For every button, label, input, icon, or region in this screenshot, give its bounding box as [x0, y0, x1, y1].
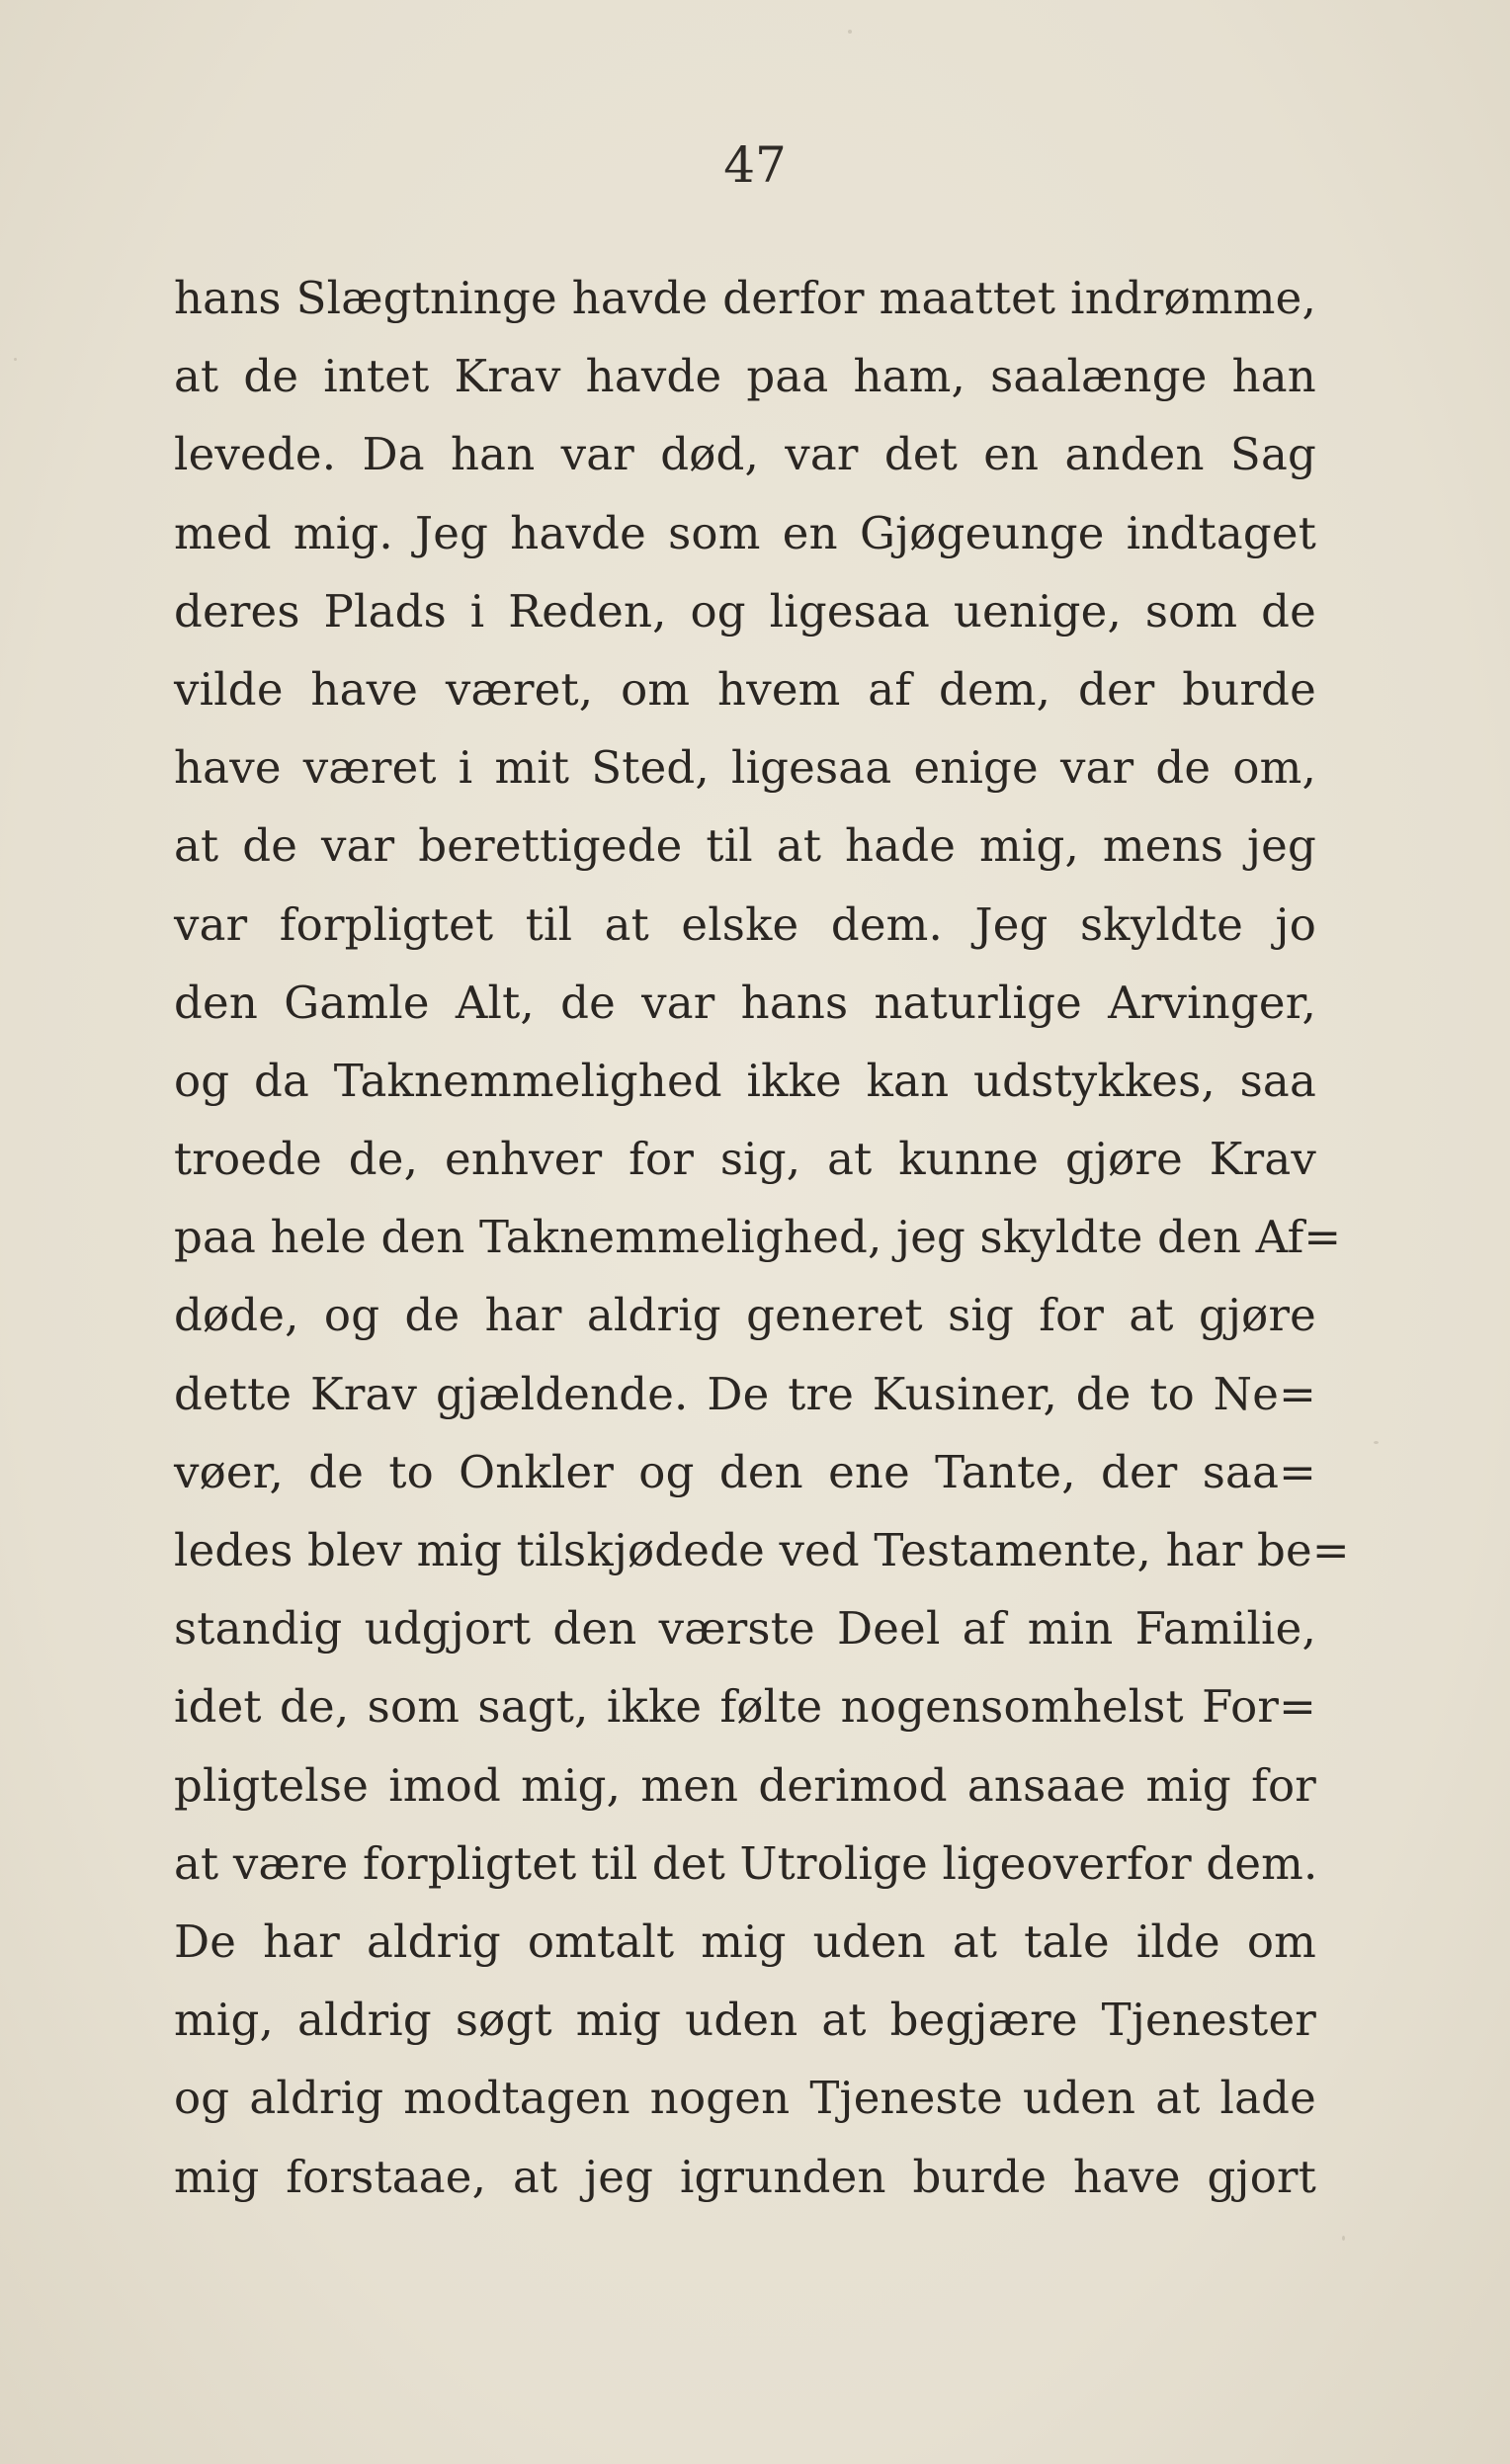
text-line: idet de, som sagt, ikke følte nogensomhelst For= — [174, 1680, 1316, 1734]
text-line: paa hele den Taknemmelighed, jeg skyldte den Af= — [174, 1211, 1342, 1264]
text-line: vøer, de to Onkler og den ene Tante, der saa= — [174, 1445, 1316, 1498]
text-line: at være forpligtet til det Utrolige ligeoverfor dem. — [174, 1836, 1318, 1890]
page-number: 47 — [723, 136, 787, 194]
text-line: mig forstaae, at jeg igrunden burde have gjort — [174, 2150, 1316, 2203]
text-line: mig, aldrig søgt mig uden at begjære Tjenester — [174, 1994, 1316, 2047]
text-line: at de intet Krav havde paa ham, saalænge han — [174, 350, 1316, 403]
text-line: levede. Da han var død, var det en anden Sag — [174, 428, 1316, 481]
text-line: vilde have været, om hvem af dem, der burde — [174, 662, 1316, 716]
text-line: deres Plads i Reden, og ligesaa uenige, som de — [174, 584, 1316, 637]
text-line: og aldrig modtagen nogen Tjeneste uden at lade — [174, 2072, 1316, 2125]
text-line: pligtelse imod mig, men derimod ansaae mig for — [174, 1758, 1316, 1812]
text-line: og da Taknemmelighed ikke kan udstykkes, saa — [174, 1054, 1316, 1107]
text-line: var forpligtet til at elske dem. Jeg skyldte jo — [174, 897, 1316, 951]
text-line: have været i mit Sted, ligesaa enige var de om, — [174, 741, 1316, 795]
text-line: den Gamle Alt, de var hans naturlige Arvinger, — [174, 976, 1316, 1029]
text-line: dette Krav gjældende. De tre Kusiner, de to Ne= — [174, 1367, 1316, 1420]
paper-speck — [1374, 1441, 1379, 1444]
text-line: med mig. Jeg havde som en Gjøgeunge indtaget — [174, 506, 1316, 559]
paper-speck — [848, 30, 852, 34]
text-line: at de var berettigede til at hade mig, mens jeg — [174, 819, 1316, 873]
paper-speck — [1342, 2236, 1345, 2241]
body-text — [174, 259, 1350, 2216]
text-line: hans Slægtninge havde derfor maattet indrømme, — [174, 272, 1316, 324]
text-line: standig udgjort den værste Deel af min Familie, — [174, 1602, 1316, 1656]
paper-speck — [14, 358, 17, 361]
text-line: ledes blev mig tilskjødede ved Testamente, har be= — [174, 1524, 1350, 1576]
text-line: troede de, enhver for sig, at kunne gjøre Krav — [174, 1133, 1316, 1186]
text-line: De har aldrig omtalt mig uden at tale ilde om — [174, 1914, 1316, 1968]
text-line: døde, og de har aldrig generet sig for at gjøre — [174, 1289, 1316, 1342]
